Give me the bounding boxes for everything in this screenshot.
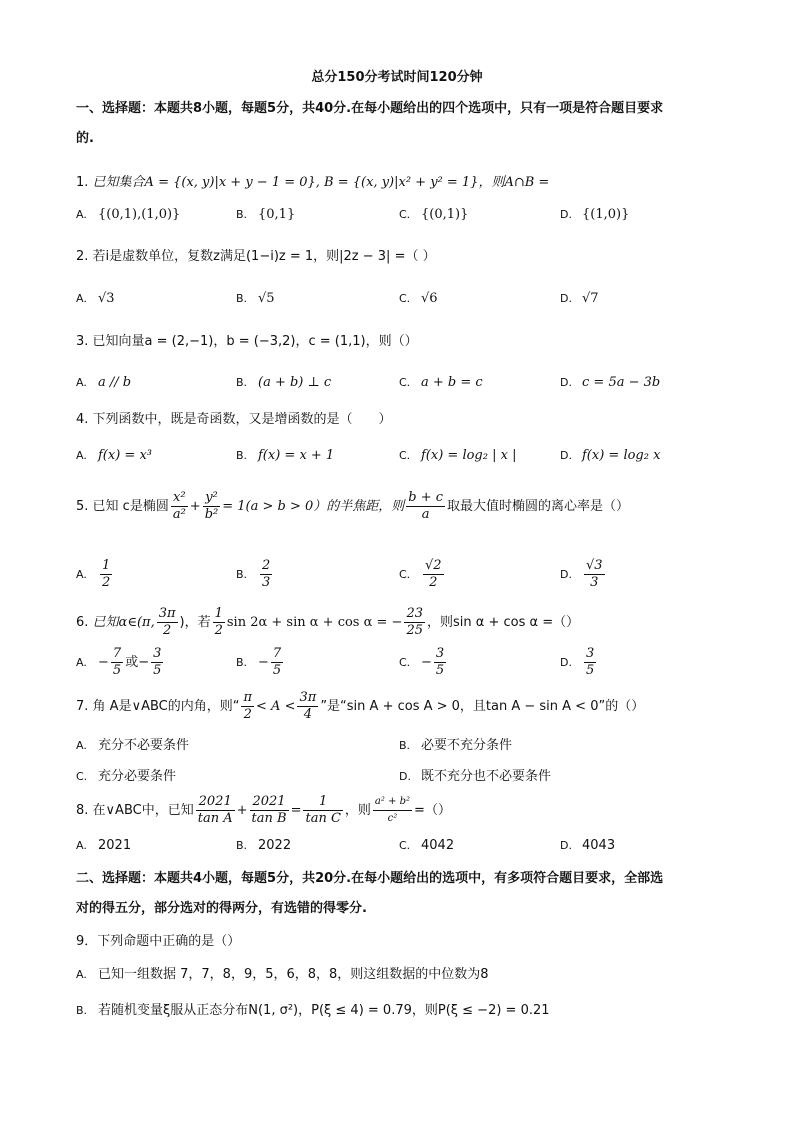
q5-option-c: C. $\frac{√2}{2}$ xyxy=(399,558,442,590)
q4-option-b: B. f(x) = x + 1 xyxy=(236,448,335,463)
question-2-text: 若i是虚数单位，复数z满足(1−i)z = 1，则|2z − 3| =（ ） xyxy=(92,249,436,264)
section2-heading-line2: 对的得五分，部分选对的得两分，有选错的得零分. xyxy=(76,901,367,916)
page-title: 总分150分考试时间120分钟 xyxy=(311,70,483,85)
q6-option-d: D. $\frac{3}{5}$ xyxy=(560,646,595,678)
q5-ellipse-frac-x: $\frac{\text{x²}}{\text{a²}}$ xyxy=(172,490,186,522)
question-3-text: 已知向量a = (2,−1)，b = (−3,2)，c = (1,1)，则（） xyxy=(92,334,418,349)
q8-option-b: B. 2022 xyxy=(236,838,292,853)
question-4: 4. 下列函数中，既是奇函数，又是增函数的是（ ） xyxy=(76,412,392,427)
q7-option-c: C. 充分必要条件 xyxy=(76,769,177,784)
q6-option-a: A. − $\frac{7}{5}$ 或− $\frac{3}{5}$ xyxy=(76,646,162,678)
q1-option-a: A. {(0,1),(1,0)} xyxy=(76,207,181,222)
q7-option-b: B. 必要不充分条件 xyxy=(399,738,513,753)
section2-heading-line1: 二、选择题：本题共4小题，每题5分，共20分.在每小题给出的选项中，有多项符合题目要求，全部选 xyxy=(76,871,664,886)
q3-option-c: C. a + b = c xyxy=(399,375,483,390)
q5-option-d: D. $\frac{√3}{3}$ xyxy=(560,558,603,590)
question-5: 5. 已知 c是椭圆 $\frac{\text{x²}}{\text{a²}}$ + $\frac{\text{y²}}{\text{b²}}$ = 1(a > b > 0）的半焦距，则 $\frac{b + c}{a}$ 取最大值时椭圆的离心率是（） xyxy=(76,490,630,522)
question-6: 6. 已知α∈(π, $\frac{3\pi}{2}$ )，若 $\frac{1}{2}$ sin 2α + sin α + cos α = − $\frac{23}{25}$ ，则sin α + cos α =（） xyxy=(76,606,580,638)
q8-option-c: C. 4042 xyxy=(399,838,455,853)
q6-option-b: B. − $\frac{7}{5}$ xyxy=(236,646,282,678)
question-3: 3. 已知向量a = (2,−1)，b = (−3,2)，c = (1,1)，则（） xyxy=(76,334,418,349)
q1-option-b: B. {0,1} xyxy=(236,207,296,222)
q2-option-d: D. √7 xyxy=(560,291,599,306)
q8-option-a: A. 2021 xyxy=(76,838,132,853)
q9-option-a: A. 已知一组数据 7，7，8，9，5，6，8，8，则这组数据的中位数为8 xyxy=(76,967,489,982)
q7-option-a: A. 充分不必要条件 xyxy=(76,738,190,753)
question-9: 9．下列命题中正确的是（） xyxy=(76,934,241,949)
question-8: 8. 在∨ABC中，已知 $\frac{2021}{\text{tan A}}$ + $\frac{2021}{\text{tan B}}$ = $\frac{1}{\text{tan C}}$ ，则 $\frac{\text{a² + b²}}{\text{c²}}$ =（） xyxy=(76,794,451,826)
question-7: 7. 角 A是∨ABC的内角，则“ $\frac{\pi}{2}$ < A < $\frac{3\pi}{4}$ ”是“sin A + cos A > 0，且tan A − sin A < 0”的（） xyxy=(76,690,645,722)
q5-ellipse-frac-y: $\frac{\text{y²}}{\text{b²}}$ xyxy=(204,490,219,522)
q1-option-d: D. {(1,0)} xyxy=(560,207,630,222)
section1-heading-line2: 的. xyxy=(76,131,94,146)
question-2: 2. 若i是虚数单位，复数z满足(1−i)z = 1，则|2z − 3| =（ ） xyxy=(76,249,436,264)
q1-option-c: C. {(0,1)} xyxy=(399,207,469,222)
q5-option-b: B. $\frac{2}{3}$ xyxy=(236,558,271,590)
q3-option-d: D. c = 5a − 3b xyxy=(560,375,661,390)
q5-ratio-frac: $\frac{b + c}{a}$ xyxy=(408,490,444,522)
q4-option-d: D. f(x) = log₂ x xyxy=(560,448,661,463)
q3-option-a: A. a // b xyxy=(76,375,132,390)
q5-option-a: A. $\frac{1}{2}$ xyxy=(76,558,111,590)
question-1: 1. 已知集合A = {(x, y)|x + y − 1 = 0}, B = {(x, y)|x² + y² = 1}，则A∩B = xyxy=(76,175,550,190)
q6-option-c: C. − $\frac{3}{5}$ xyxy=(399,646,445,678)
q2-option-a: A. √3 xyxy=(76,291,115,306)
q2-option-c: C. √6 xyxy=(399,291,438,306)
q4-option-a: A. f(x) = x³ xyxy=(76,448,152,463)
q3-option-b: B. (a + b) ⊥ c xyxy=(236,375,332,390)
section1-heading-line1: 一、选择题：本题共8小题，每题5分，共40分.在每小题给出的四个选项中，只有一项是符合题目要求 xyxy=(76,101,664,116)
question-1-text: 已知集合A = {(x, y)|x + y − 1 = 0}, B = {(x, y)|x² + y² = 1}，则A∩B = xyxy=(92,175,550,190)
question-4-text: 下列函数中，既是奇函数，又是增函数的是（ ） xyxy=(92,412,392,427)
q9-option-b: B. 若随机变量ξ服从正态分布N(1, σ²)，P(ξ ≤ 4) = 0.79，则P(ξ ≤ −2) = 0.21 xyxy=(76,1003,550,1018)
q7-option-d: D. 既不充分也不必要条件 xyxy=(399,769,552,784)
q8-option-d: D. 4043 xyxy=(560,838,616,853)
q2-option-b: B. √5 xyxy=(236,291,275,306)
q4-option-c: C. f(x) = log₂ | x | xyxy=(399,448,517,463)
